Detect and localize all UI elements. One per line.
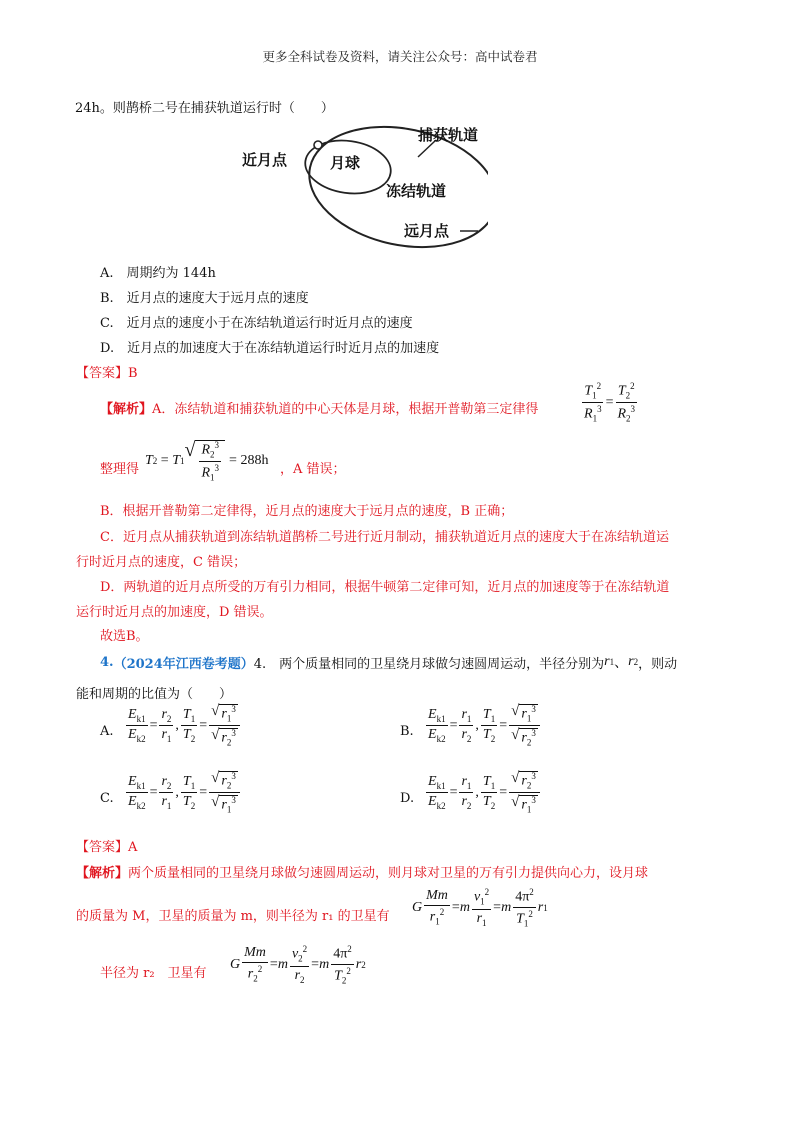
q4-number: 4. [100,654,114,670]
q4-option-b-formula: $\frac{E_{k1}}{E_{k2}}$ = $\frac{r_1}{r_2}$ , $\frac{T_1}{T_2}$ = √ $r_1^3$ √ $r_2^3$ [424,704,542,748]
q4-analysis-line1 [76,862,648,881]
q3-analysis-a2-prefix: 整理得 [100,462,140,477]
q3-option-c: C. 近月点的速度小于在冻结轨道运行时近月点的速度 [100,316,413,331]
q3-analysis-c2: 行时近月点的速度，C 错误； [76,555,247,570]
label-capture-orbit: 捕获轨道 [418,126,479,144]
q3-analysis-label: 【解析】 [100,402,153,417]
q3-analysis-d2: 运行时近月点的加速度，D 错误。 [76,605,273,620]
q4-analysis2: 的质量为 M，卫星的质量为 m，则半径为 r₁ 的卫星有 [76,909,390,924]
q4-stem1-b: ，则动 [638,656,678,672]
q4-option-d-formula: $\frac{E_{k1}}{E_{k2}}$ = $\frac{r_1}{r_2}$ , $\frac{T_1}{T_2}$ = √ $r_2^3$ √ $r_1^3$ [424,771,542,815]
q4-option-a-label: A. [100,724,114,739]
kepler-third-law-formula: $\frac{T_1^2}{R_1^3}$ = $\frac{T_2^2}{R_2^3}$ [584,381,636,424]
q4-answer: 【答案】A [76,840,138,855]
q3-answer: 【答案】B [76,366,138,381]
q4-radii: r 1 、 r 2 [604,654,639,671]
period-formula: T 2 = T 1 √ $\frac{R_2^3}{R_1^3}$ = 288h [145,439,269,483]
q3-analysis-a2 [100,458,139,477]
label-moon: 月球 [330,154,361,172]
page-header: 更多全科试卷及资料，请关注公众号：高中试卷君 [262,49,538,64]
q4-stem-line1 [100,652,677,672]
gravity-formula-r1: G $\frac{Mm}{r_1^2}$ = m $\frac{v_1^2}{r_1}$ = m $\frac{4\pi^2}{T_1^2}$ r 1 [412,887,548,929]
label-far-point: 远月点 [404,222,450,240]
q4-option-c-formula: $\frac{E_{k1}}{E_{k2}}$ = $\frac{r_2}{r_1}$ , $\frac{T_1}{T_2}$ = √ $r_2^3$ √ $r_1^3$ [124,771,242,815]
q4-option-c-label: C. [100,791,114,806]
q4-source: （2024年江西卷考题） [113,656,254,672]
q3-analysis-b: B．根据开普勒第二定律得，近月点的速度大于远月点的速度，B 正确； [100,504,514,519]
q3-analysis-a [100,398,538,417]
q3-stem: 24h。则鹊桥二号在捕获轨道运行时（ ） [75,101,334,116]
q4-option-d-label: D. [400,791,415,806]
q4-stem-line2: 能和周期的比值为（ ） [76,687,233,702]
moon-dot [314,141,322,149]
q3-analysis-a-text: A．冻结轨道和捕获轨道的中心天体是月球，根据开普勒第三定律得 [152,402,539,417]
q4-analysis3: 半径为 r₂ 卫星有 [100,966,207,981]
q4-analysis1: 两个质量相同的卫星绕月球做匀速圆周运动，则月球对卫星的万有引力提供向心力，设月球 [128,866,649,881]
q4-stem1-a: 4. 两个质量相同的卫星绕月球做匀速圆周运动，半径分别为 [253,656,605,672]
q4-option-a-formula: $\frac{E_{k1}}{E_{k2}}$ = $\frac{r_2}{r_1}$ , $\frac{T_1}{T_2}$ = √ $r_1^3$ √ $r_2^3$ [124,704,242,748]
q3-conclusion: 故选B。 [100,629,149,644]
q3-analysis-a2-suffix: ，A 错误； [280,462,346,477]
label-near-point: 近月点 [242,151,288,169]
orbit-figure [238,112,488,252]
q4-analysis-label: 【解析】 [76,866,129,881]
q3-analysis-c1: C．近月点从捕获轨道到冻结轨道鹊桥二号进行近月制动，捕获轨道近月点的速度大于在冻结轨道运 [100,530,669,545]
period-value: = 288h [229,453,269,469]
q3-option-a: A. 周期约为 144h [100,266,216,281]
q3-option-b: B. 近月点的速度大于远月点的速度 [100,291,309,306]
gravity-formula-r2: G $\frac{Mm}{r_2^2}$ = m $\frac{v_2^2}{r_2}$ = m $\frac{4\pi^2}{T_2^2}$ r 2 [230,944,366,986]
q4-option-b-label: B. [400,724,414,739]
q3-analysis-d1: D．两轨道的近月点所受的万有引力相同，根据牛顿第二定律可知，近月点的加速度等于在冻结轨道 [100,580,670,595]
q3-option-d: D. 近月点的加速度大于在冻结轨道运行时近月点的加速度 [100,341,440,356]
label-freeze-orbit: 冻结轨道 [386,182,447,200]
